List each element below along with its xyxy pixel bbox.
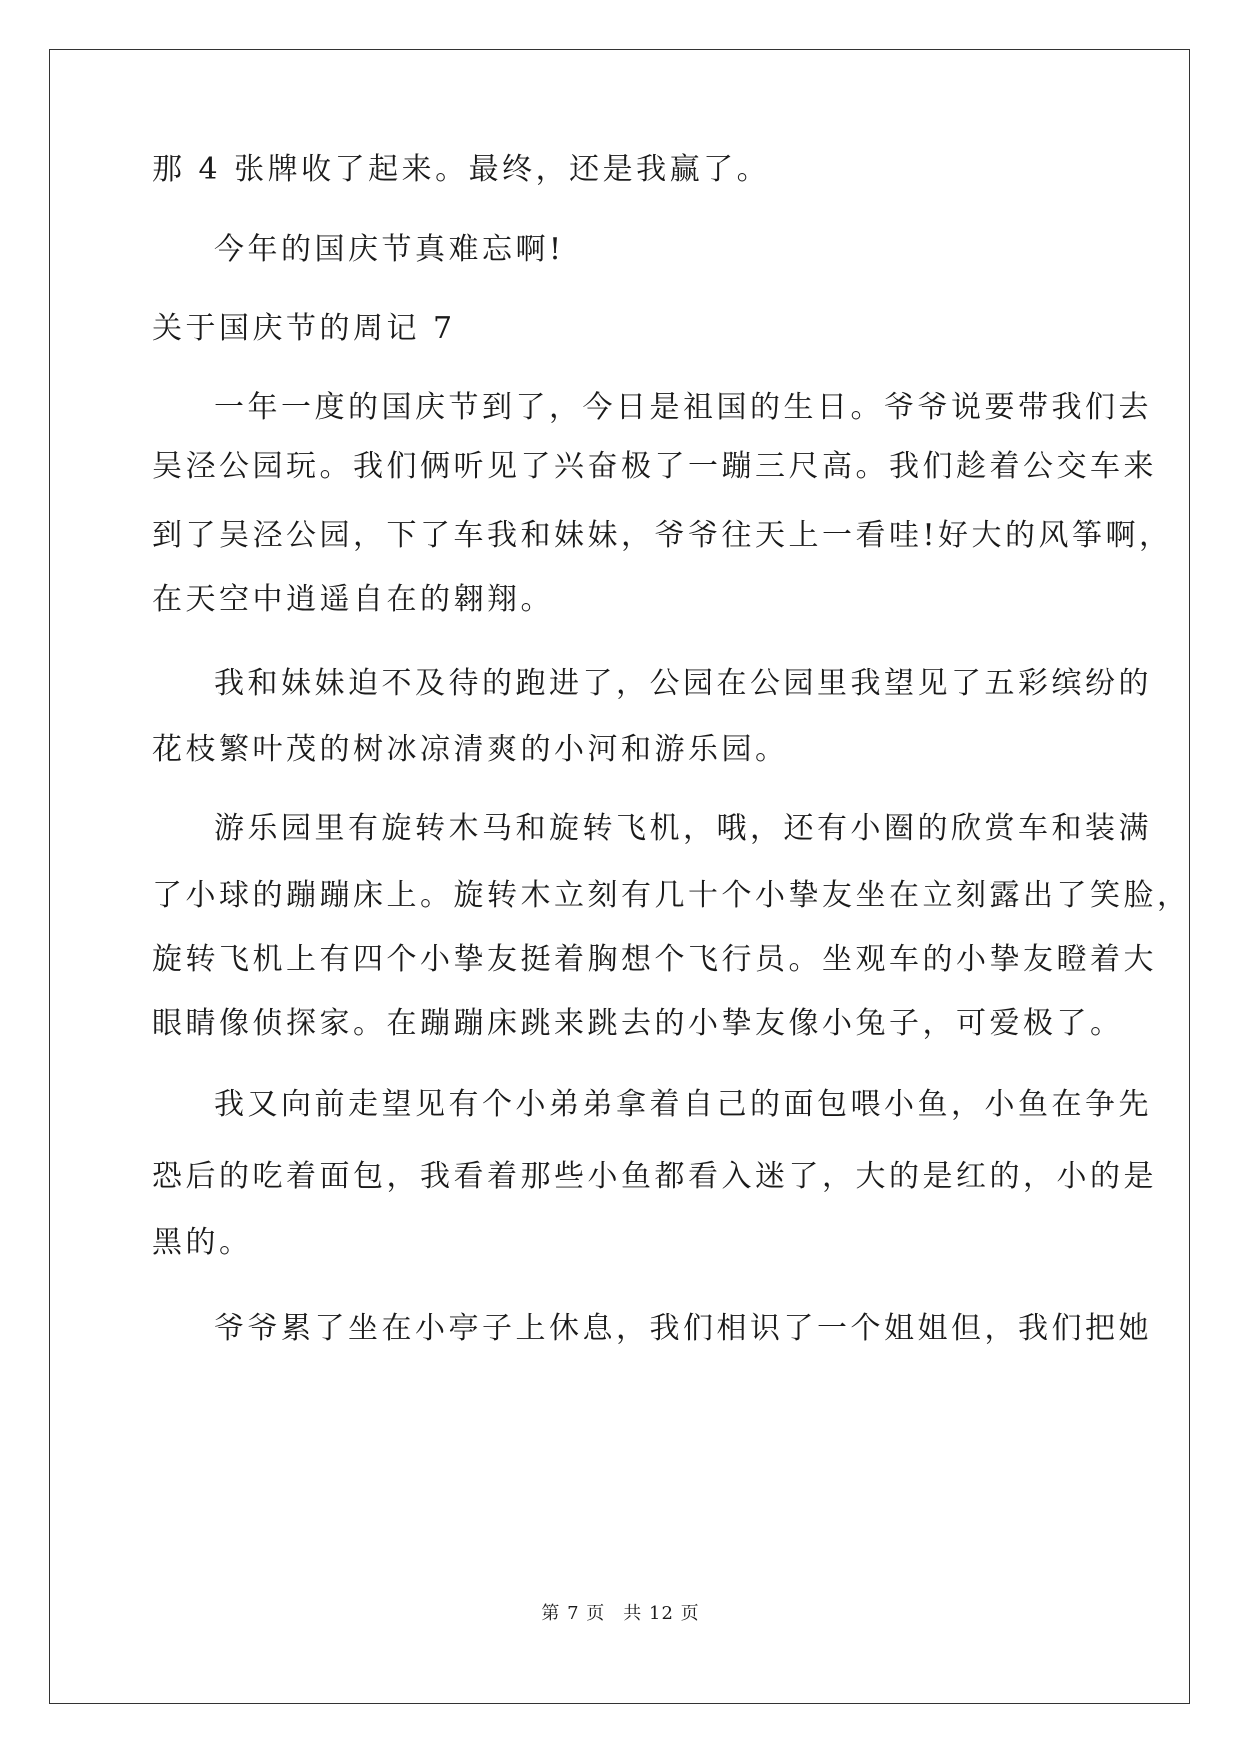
paragraph-line: 我和妹妹迫不及待的跑进了，公园在公园里我望见了五彩缤纷的 bbox=[214, 666, 1152, 701]
text-line: 那 4 张牌收了起来。最终，还是我赢了。 bbox=[152, 152, 771, 187]
page-number: 第 7 页 bbox=[541, 1603, 606, 1624]
paragraph-line: 我又向前走望见有个小弟弟拿着自己的面包喂小鱼，小鱼在争先 bbox=[214, 1087, 1152, 1122]
text-line: 到了吴泾公园，下了车我和妹妹，爷爷往天上一看哇!好大的风筝啊， bbox=[152, 518, 1173, 553]
section-heading: 关于国庆节的周记 7 bbox=[152, 311, 456, 346]
text-line: 眼睛像侦探家。在蹦蹦床跳来跳去的小挚友像小兔子，可爱极了。 bbox=[152, 1006, 1124, 1041]
page-total: 共 12 页 bbox=[623, 1603, 700, 1624]
text-line: 吴泾公园玩。我们俩听见了兴奋极了一蹦三尺高。我们趁着公交车来 bbox=[152, 449, 1157, 484]
text-line: 旋转飞机上有四个小挚友挺着胸想个飞行员。坐观车的小挚友瞪着大 bbox=[152, 942, 1157, 977]
paragraph-line: 一年一度的国庆节到了，今日是祖国的生日。爷爷说要带我们去 bbox=[214, 390, 1152, 425]
text-line: 在天空中逍遥自在的翱翔。 bbox=[152, 582, 554, 617]
text-line: 恐后的吃着面包，我看着那些小鱼都看入迷了，大的是红的，小的是 bbox=[152, 1159, 1157, 1194]
text-line: 了小球的蹦蹦床上。旋转木立刻有几十个小挚友坐在立刻露出了笑脸， bbox=[152, 878, 1191, 913]
paragraph-line: 今年的国庆节真难忘啊! bbox=[214, 232, 565, 267]
paragraph-line: 游乐园里有旋转木马和旋转飞机，哦，还有小圈的欣赏车和装满 bbox=[214, 811, 1152, 846]
text-line: 黑的。 bbox=[152, 1225, 253, 1260]
text-line: 花枝繁叶茂的树冰凉清爽的小河和游乐园。 bbox=[152, 732, 789, 767]
paragraph-line: 爷爷累了坐在小亭子上休息，我们相识了一个姐姐但，我们把她 bbox=[214, 1311, 1152, 1346]
page-footer bbox=[0, 1602, 1241, 1626]
